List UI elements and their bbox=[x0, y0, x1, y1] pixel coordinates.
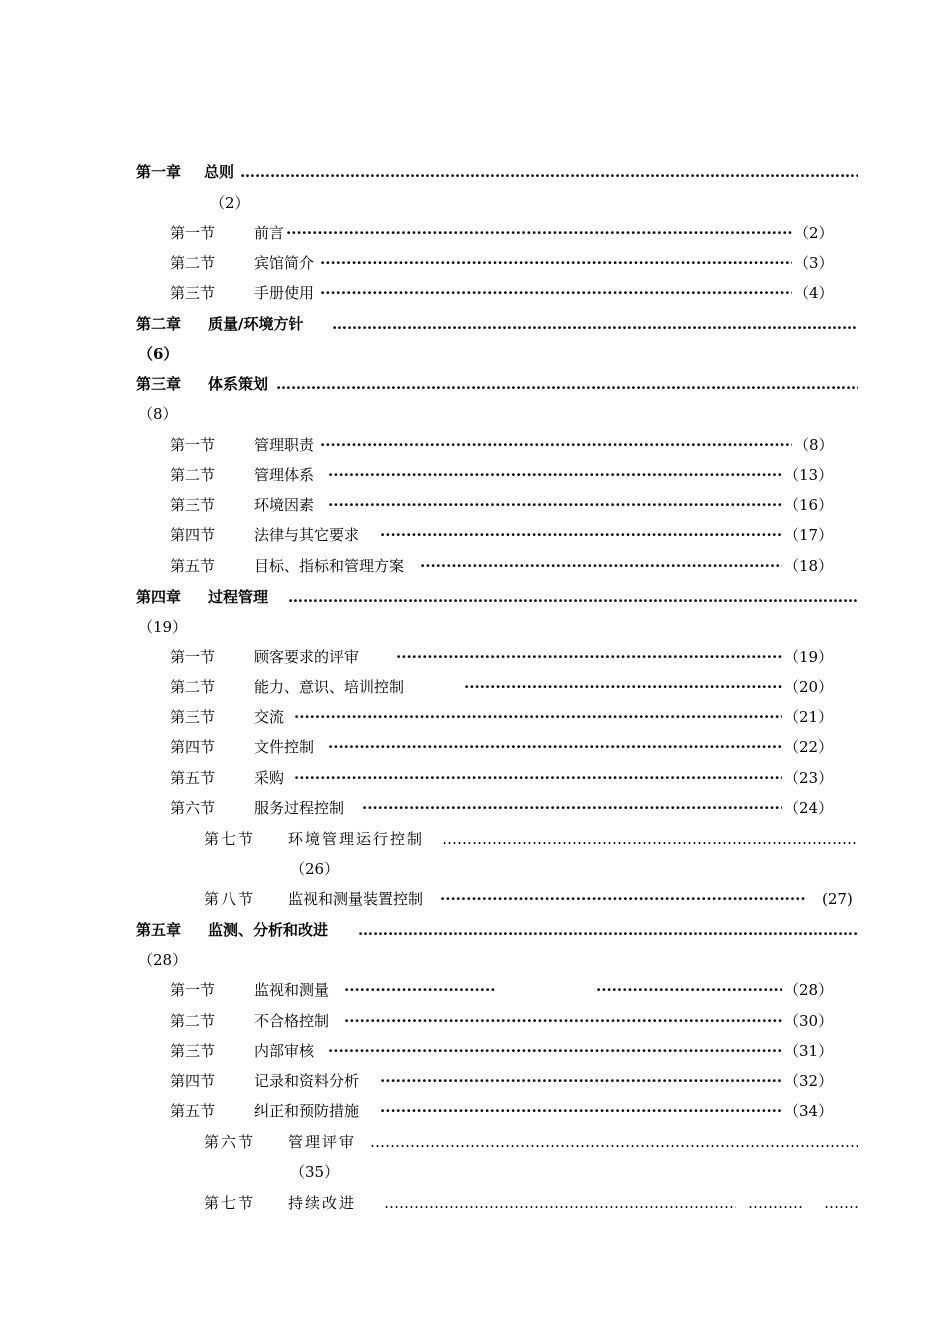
section-number: 第二节 bbox=[170, 254, 216, 272]
section-number: 第六节 bbox=[204, 1133, 256, 1151]
section-title: 纠正和预防措施 bbox=[254, 1102, 360, 1120]
toc-section-4-2[interactable] bbox=[170, 676, 834, 698]
dot-leader bbox=[440, 888, 806, 910]
toc-chapter-3[interactable] bbox=[136, 373, 858, 395]
toc-chapter-5[interactable] bbox=[136, 919, 858, 941]
toc-section-5-7[interactable] bbox=[204, 1192, 858, 1214]
toc-section-5-6-page: （35） bbox=[290, 1163, 340, 1181]
section-page: （30） bbox=[784, 1012, 834, 1030]
section-title: 管理体系 bbox=[254, 466, 315, 484]
dot-leader bbox=[384, 1192, 736, 1214]
chapter-title: 监测、分析和改进 bbox=[208, 921, 329, 939]
section-title: 管理评审 bbox=[288, 1133, 357, 1151]
dot-leader bbox=[380, 1100, 782, 1122]
section-page: (27) bbox=[822, 890, 853, 908]
toc-chapter-2-page: （6） bbox=[138, 345, 179, 363]
dot-leader bbox=[286, 222, 792, 244]
dot-leader bbox=[328, 494, 782, 516]
chapter-number: 第二章 bbox=[136, 315, 182, 333]
section-number: 第四节 bbox=[170, 1072, 216, 1090]
section-page: （8） bbox=[794, 436, 834, 454]
section-title: 持续改进 bbox=[288, 1194, 357, 1212]
toc-section-5-1[interactable] bbox=[170, 979, 834, 1001]
section-title: 记录和资料分析 bbox=[254, 1072, 360, 1090]
section-title: 宾馆简介 bbox=[254, 254, 315, 272]
dot-leader bbox=[464, 676, 782, 698]
toc-chapter-1[interactable] bbox=[136, 161, 858, 183]
section-number: 第二节 bbox=[170, 466, 216, 484]
section-number: 第三节 bbox=[170, 1042, 216, 1060]
toc-section-3-3[interactable] bbox=[170, 494, 834, 516]
section-number: 第七节 bbox=[204, 830, 256, 848]
section-title: 内部审核 bbox=[254, 1042, 315, 1060]
chapter-number: 第五章 bbox=[136, 921, 182, 939]
toc-section-3-1[interactable] bbox=[170, 434, 834, 456]
toc-section-4-5[interactable] bbox=[170, 767, 834, 789]
section-number: 第二节 bbox=[170, 1012, 216, 1030]
section-title: 监视和测量装置控制 bbox=[288, 890, 424, 908]
dot-leader bbox=[380, 1070, 782, 1092]
toc-chapter-5-page: （28） bbox=[138, 951, 188, 969]
section-title: 顾客要求的评审 bbox=[254, 648, 360, 666]
section-page: （16） bbox=[784, 496, 834, 514]
toc-section-1-3[interactable] bbox=[170, 282, 834, 304]
section-title: 手册使用 bbox=[254, 284, 315, 302]
section-page: （23） bbox=[784, 769, 834, 787]
section-title: 不合格控制 bbox=[254, 1012, 330, 1030]
dot-leader bbox=[380, 524, 782, 546]
section-number: 第四节 bbox=[170, 526, 216, 544]
section-number: 第四节 bbox=[170, 738, 216, 756]
toc-chapter-2[interactable] bbox=[136, 313, 858, 335]
section-number: 第二节 bbox=[170, 678, 216, 696]
dot-leader bbox=[596, 979, 782, 1001]
dot-leader bbox=[358, 919, 858, 941]
dot-leader bbox=[320, 282, 792, 304]
toc-chapter-3-page: （8） bbox=[138, 405, 178, 423]
chapter-number: 第一章 bbox=[136, 163, 182, 181]
dot-leader bbox=[328, 1040, 782, 1062]
section-page: （2） bbox=[794, 224, 834, 242]
toc-section-4-7-page: （26） bbox=[290, 860, 340, 878]
chapter-number: 第四章 bbox=[136, 588, 182, 606]
section-page: （18） bbox=[784, 557, 834, 575]
section-number: 第三节 bbox=[170, 708, 216, 726]
section-title: 前言 bbox=[254, 224, 285, 242]
dot-leader bbox=[320, 252, 792, 274]
toc-section-4-4[interactable] bbox=[170, 736, 834, 758]
section-number: 第五节 bbox=[170, 769, 216, 787]
section-page: （3） bbox=[794, 254, 834, 272]
dot-leader bbox=[328, 736, 782, 758]
toc-section-4-8[interactable] bbox=[204, 888, 856, 910]
toc-chapter-1-page: （2） bbox=[210, 194, 250, 212]
section-page: （24） bbox=[784, 799, 834, 817]
chapter-number: 第三章 bbox=[136, 375, 182, 393]
section-number: 第五节 bbox=[170, 557, 216, 575]
section-page: （20） bbox=[784, 678, 834, 696]
section-title: 服务过程控制 bbox=[254, 799, 345, 817]
section-number: 第一节 bbox=[170, 981, 216, 999]
toc-section-4-1[interactable] bbox=[170, 646, 834, 668]
dot-leader bbox=[344, 979, 496, 1001]
section-page: （28） bbox=[784, 981, 834, 999]
section-number: 第一节 bbox=[170, 648, 216, 666]
section-page: （32） bbox=[784, 1072, 834, 1090]
chapter-title: 体系策划 bbox=[208, 375, 269, 393]
section-title: 法律与其它要求 bbox=[254, 526, 360, 544]
dot-leader bbox=[320, 434, 792, 456]
section-page: （31） bbox=[784, 1042, 834, 1060]
toc-section-4-3[interactable] bbox=[170, 706, 834, 728]
section-number: 第三节 bbox=[170, 284, 216, 302]
dot-leader bbox=[748, 1192, 802, 1214]
toc-section-3-5[interactable] bbox=[170, 555, 834, 577]
section-page: （17） bbox=[784, 526, 834, 544]
dot-leader bbox=[332, 313, 858, 335]
toc-chapter-4-page: （19） bbox=[138, 618, 188, 636]
toc-section-4-7[interactable] bbox=[204, 828, 858, 850]
dot-leader bbox=[294, 767, 782, 789]
section-number: 第六节 bbox=[170, 799, 216, 817]
dot-leader bbox=[294, 706, 782, 728]
dot-leader bbox=[288, 586, 858, 608]
dot-leader bbox=[420, 555, 782, 577]
toc-section-1-1[interactable] bbox=[170, 222, 834, 244]
section-number: 第一节 bbox=[170, 224, 216, 242]
toc-section-4-6[interactable] bbox=[170, 797, 834, 819]
dot-leader bbox=[344, 1010, 782, 1032]
section-title: 采购 bbox=[254, 769, 285, 787]
section-page: （21） bbox=[784, 708, 834, 726]
section-number: 第五节 bbox=[170, 1102, 216, 1120]
toc-section-5-4[interactable] bbox=[170, 1070, 834, 1092]
dot-leader bbox=[276, 373, 858, 395]
section-number: 第八节 bbox=[204, 890, 256, 908]
toc-section-5-3[interactable] bbox=[170, 1040, 834, 1062]
dot-leader bbox=[442, 828, 858, 850]
toc-section-3-2[interactable] bbox=[170, 464, 834, 486]
toc-section-3-4[interactable] bbox=[170, 524, 834, 546]
section-title: 管理职责 bbox=[254, 436, 315, 454]
section-page: （19） bbox=[784, 648, 834, 666]
dot-leader bbox=[370, 1131, 858, 1153]
dot-leader bbox=[824, 1192, 858, 1214]
dot-leader bbox=[362, 797, 782, 819]
section-title: 环境管理运行控制 bbox=[288, 830, 425, 848]
toc-chapter-4[interactable] bbox=[136, 586, 858, 608]
section-page: （13） bbox=[784, 466, 834, 484]
dot-leader bbox=[240, 161, 858, 183]
section-page: （34） bbox=[784, 1102, 834, 1120]
section-page: （22） bbox=[784, 738, 834, 756]
dot-leader bbox=[396, 646, 782, 668]
section-title: 交流 bbox=[254, 708, 285, 726]
section-title: 文件控制 bbox=[254, 738, 315, 756]
toc-section-5-6[interactable] bbox=[204, 1131, 858, 1153]
section-title: 能力、意识、培训控制 bbox=[254, 678, 405, 696]
toc-section-1-2[interactable] bbox=[170, 252, 834, 274]
section-title: 目标、指标和管理方案 bbox=[254, 557, 405, 575]
chapter-title: 过程管理 bbox=[208, 588, 269, 606]
toc-section-5-2[interactable] bbox=[170, 1010, 834, 1032]
chapter-title: 质量/环境方针 bbox=[208, 315, 304, 333]
section-title: 环境因素 bbox=[254, 496, 315, 514]
chapter-title: 总则 bbox=[204, 163, 235, 181]
section-number: 第一节 bbox=[170, 436, 216, 454]
toc-section-5-5[interactable] bbox=[170, 1100, 834, 1122]
section-title: 监视和测量 bbox=[254, 981, 330, 999]
section-number: 第七节 bbox=[204, 1194, 256, 1212]
section-page: （4） bbox=[794, 284, 834, 302]
dot-leader bbox=[328, 464, 782, 486]
section-number: 第三节 bbox=[170, 496, 216, 514]
